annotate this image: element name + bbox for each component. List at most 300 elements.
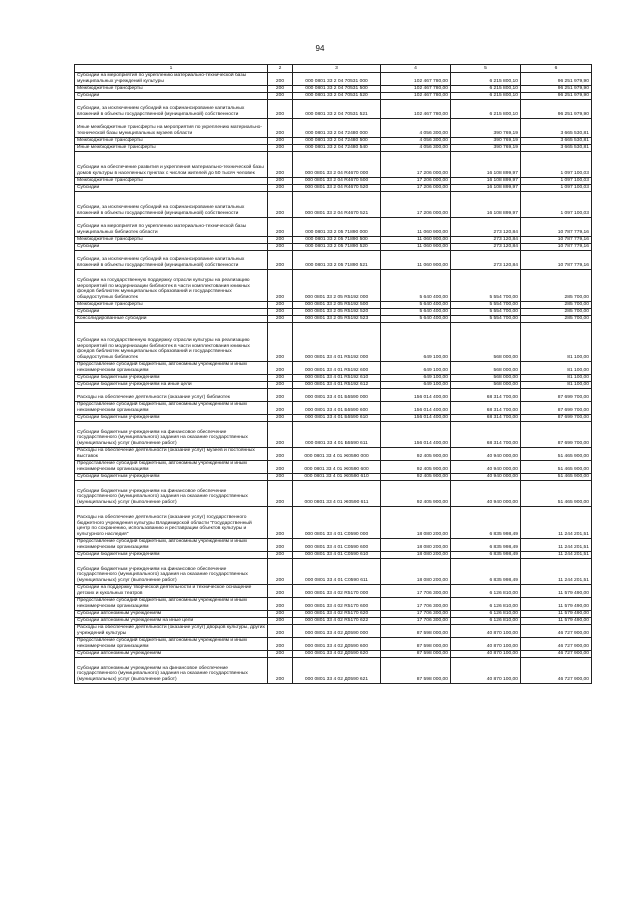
row-approved-cell: 92 405 900,00 (381, 461, 451, 474)
row-executed-cell: 568 000,00 (451, 323, 521, 362)
row-ved-cell: 200 (268, 145, 293, 152)
row-code-cell: 000 0801 33 4 02 R5170 622 (293, 618, 381, 625)
table-row (75, 100, 592, 119)
row-name-cell: Предоставление субсидий бюджетным, автономным учреждениям и иным некоммерческим организациям (75, 638, 268, 651)
row-approved-cell: 102 467 780,00 (381, 86, 451, 93)
table-row (75, 598, 592, 611)
row-executed-cell: 6 126 810,00 (451, 585, 521, 598)
row-ved-cell: 200 (268, 539, 293, 552)
table-row (75, 152, 592, 178)
row-approved-cell: 649 100,00 (381, 362, 451, 375)
row-ved-cell: 200 (268, 402, 293, 415)
table-row (75, 138, 592, 145)
row-ved-cell: 200 (268, 244, 293, 251)
row-code-cell: 000 0801 33 4 01 R5192 600 (293, 362, 381, 375)
row-code-cell: 000 0801 33 4 02 Д0590 600 (293, 638, 381, 651)
row-name-cell: Субсидии автономным учреждениям (75, 611, 268, 618)
row-executed-cell: 390 769,19 (451, 145, 521, 152)
row-remainder-cell: 285 700,00 (521, 316, 592, 323)
row-executed-cell: 273 120,84 (451, 244, 521, 251)
row-name-cell: Межбюджетные трансферты (75, 138, 268, 145)
row-name-cell: Расходы на обеспечение деятельности (оказание услуг) библиотек (75, 389, 268, 402)
row-executed-cell: 273 120,84 (451, 218, 521, 237)
row-ved-cell: 200 (268, 658, 293, 684)
row-name-cell: Субсидии (75, 185, 268, 192)
row-ved-cell: 200 (268, 375, 293, 382)
row-code-cell: 000 0801 33 4 01 Ж0590 000 (293, 448, 381, 461)
row-code-cell: 000 0801 33 2 04 72480 000 (293, 119, 381, 138)
row-name-cell: Субсидии на мероприятия по укреплению материально-технической базы муниципальных библиотек области (75, 218, 268, 237)
row-approved-cell: 649 100,00 (381, 323, 451, 362)
row-remainder-cell: 81 100,00 (521, 323, 592, 362)
row-remainder-cell: 285 700,00 (521, 302, 592, 309)
row-name-cell: Субсидии автономным учреждениям на иные цели (75, 618, 268, 625)
row-remainder-cell: 1 097 100,03 (521, 152, 592, 178)
table-row (75, 251, 592, 270)
row-executed-cell: 6 215 800,10 (451, 86, 521, 93)
table-row (75, 402, 592, 415)
row-remainder-cell: 1 097 100,03 (521, 178, 592, 185)
row-remainder-cell: 87 699 700,00 (521, 422, 592, 448)
row-ved-cell: 200 (268, 73, 293, 86)
row-approved-cell: 18 080 200,00 (381, 559, 451, 585)
row-ved-cell: 200 (268, 93, 293, 100)
table-row (75, 119, 592, 138)
table-row (75, 192, 592, 218)
row-approved-cell: 17 206 000,00 (381, 152, 451, 178)
row-ved-cell: 200 (268, 192, 293, 218)
row-remainder-cell: 46 727 900,00 (521, 638, 592, 651)
row-remainder-cell: 87 699 700,00 (521, 402, 592, 415)
row-name-cell: Расходы на обеспечение деятельности (оказание услуг) музеев и постоянных выставок (75, 448, 268, 461)
row-name-cell: Субсидии бюджетным учреждениям (75, 552, 268, 559)
row-remainder-cell: 46 727 900,00 (521, 651, 592, 658)
row-name-cell: Иные межбюджетные трансферты (75, 145, 268, 152)
row-name-cell: Субсидии на мероприятия по укреплению материально-технической базы муниципальных учреждений культуры (75, 73, 268, 86)
row-name-cell: Межбюджетные трансферты (75, 86, 268, 93)
row-approved-cell: 17 706 300,00 (381, 598, 451, 611)
table-row (75, 415, 592, 422)
row-approved-cell: 17 206 000,00 (381, 185, 451, 192)
row-remainder-cell: 3 665 530,81 (521, 145, 592, 152)
row-approved-cell: 4 056 300,00 (381, 145, 451, 152)
row-approved-cell: 156 014 400,00 (381, 402, 451, 415)
col-header-6: 6 (521, 65, 592, 73)
row-remainder-cell: 46 727 900,00 (521, 625, 592, 638)
page-number: 94 (315, 44, 325, 53)
row-approved-cell: 5 640 400,00 (381, 309, 451, 316)
row-name-cell: Межбюджетные трансферты (75, 237, 268, 244)
row-name-cell: Субсидии (75, 309, 268, 316)
row-executed-cell: 6 126 810,00 (451, 598, 521, 611)
row-ved-cell: 200 (268, 309, 293, 316)
row-code-cell: 000 0801 33 4 01 Б5590 000 (293, 389, 381, 402)
row-remainder-cell: 96 251 979,90 (521, 93, 592, 100)
row-name-cell: Консолидированные субсидии (75, 316, 268, 323)
row-executed-cell: 273 120,84 (451, 237, 521, 244)
row-executed-cell: 16 108 899,97 (451, 185, 521, 192)
row-name-cell: Иные межбюджетные трансферты на мероприятия по укреплению материально-технической базы муниципальных музеев области (75, 119, 268, 138)
row-approved-cell: 102 467 780,00 (381, 100, 451, 119)
table-row (75, 178, 592, 185)
row-code-cell: 000 0801 33 2 05 71890 500 (293, 237, 381, 244)
row-code-cell: 000 0801 33 2 05 R5192 500 (293, 302, 381, 309)
row-code-cell: 000 0801 33 2 05 71890 521 (293, 251, 381, 270)
row-executed-cell: 16 108 899,97 (451, 152, 521, 178)
row-executed-cell: 40 870 100,00 (451, 638, 521, 651)
row-ved-cell: 200 (268, 218, 293, 237)
row-name-cell: Субсидии на обеспечение развития и укрепления материально-технической базы домов культуры в населенных пунктах с числом жителей до 50 тысяч человек (75, 152, 268, 178)
row-ved-cell: 200 (268, 474, 293, 481)
row-remainder-cell: 46 727 900,00 (521, 658, 592, 684)
row-code-cell: 000 0801 33 4 02 R5170 000 (293, 585, 381, 598)
row-executed-cell: 6 835 998,49 (451, 507, 521, 539)
row-name-cell: Субсидии бюджетным учреждениям на финансовое обеспечение государственного (муниципального) задания на оказание государственных (муниципальных) услуг (выполнение работ) (75, 422, 268, 448)
table-row (75, 461, 592, 474)
row-code-cell: 000 0801 33 2 05 R5192 520 (293, 309, 381, 316)
row-code-cell: 000 0801 33 4 01 С0590 611 (293, 559, 381, 585)
row-approved-cell: 17 706 300,00 (381, 611, 451, 618)
table-row (75, 302, 592, 309)
row-code-cell: 000 0801 33 2 04 70531 500 (293, 86, 381, 93)
row-remainder-cell: 1 097 100,03 (521, 192, 592, 218)
table-row (75, 244, 592, 251)
col-header-4: 4 (381, 65, 451, 73)
row-remainder-cell: 3 665 530,81 (521, 119, 592, 138)
row-ved-cell: 200 (268, 422, 293, 448)
table-row (75, 309, 592, 316)
table-row (75, 316, 592, 323)
row-executed-cell: 40 940 000,00 (451, 474, 521, 481)
table-row (75, 585, 592, 598)
row-executed-cell: 6 126 810,00 (451, 611, 521, 618)
row-code-cell: 000 0801 33 4 01 С0590 600 (293, 539, 381, 552)
table-row (75, 86, 592, 93)
table-row (75, 218, 592, 237)
table-row (75, 389, 592, 402)
row-ved-cell: 200 (268, 611, 293, 618)
row-approved-cell: 18 080 200,00 (381, 539, 451, 552)
row-executed-cell: 273 120,84 (451, 251, 521, 270)
table-row (75, 658, 592, 684)
table-row (75, 237, 592, 244)
row-remainder-cell: 51 465 900,00 (521, 461, 592, 474)
row-code-cell: 000 0801 33 4 01 R5192 610 (293, 375, 381, 382)
row-executed-cell: 5 554 700,00 (451, 309, 521, 316)
row-name-cell: Субсидии бюджетным учреждениям на финансовое обеспечение государственного (муниципального) задания на оказание государственных (муниципальных) услуг (выполнение работ) (75, 559, 268, 585)
row-ved-cell: 200 (268, 251, 293, 270)
row-executed-cell: 568 000,00 (451, 362, 521, 375)
row-executed-cell: 40 870 100,00 (451, 658, 521, 684)
row-executed-cell: 40 870 100,00 (451, 651, 521, 658)
row-code-cell: 000 0801 33 2 04 70531 000 (293, 73, 381, 86)
row-name-cell: Субсидии на государственную поддержку отрасли культуры на реализацию мероприятий по модернизации библиотек в части комплектования книжных фондов библиотек муниципальных образований и государственных общедоступных библиотек (75, 323, 268, 362)
row-approved-cell: 11 060 900,00 (381, 218, 451, 237)
row-ved-cell: 200 (268, 178, 293, 185)
row-approved-cell: 156 014 400,00 (381, 415, 451, 422)
row-name-cell: Расходы на обеспечение деятельности (оказание услуг) дворцов культуры, других учреждений культуры (75, 625, 268, 638)
row-executed-cell: 40 940 000,00 (451, 448, 521, 461)
row-executed-cell: 6 215 800,10 (451, 93, 521, 100)
row-remainder-cell: 10 787 779,16 (521, 237, 592, 244)
row-code-cell: 000 0801 33 2 04 R4670 500 (293, 178, 381, 185)
row-approved-cell: 11 060 900,00 (381, 244, 451, 251)
row-executed-cell: 68 314 700,00 (451, 415, 521, 422)
row-name-cell: Субсидии бюджетным учреждениям на иные цели (75, 382, 268, 389)
row-approved-cell: 5 640 400,00 (381, 270, 451, 302)
row-remainder-cell: 285 700,00 (521, 270, 592, 302)
row-remainder-cell: 51 465 900,00 (521, 474, 592, 481)
row-name-cell: Расходы на обеспечение деятельности (оказание услуг) государственного бюджетного учреждения культуры Владимирской области "Государственный центр по сохранению, использованию и реставрации объектов культуры и культурного наследия" (75, 507, 268, 539)
row-executed-cell: 390 769,19 (451, 119, 521, 138)
col-header-1: 1 (75, 65, 268, 73)
row-ved-cell: 200 (268, 552, 293, 559)
row-executed-cell: 6 215 800,10 (451, 73, 521, 86)
row-remainder-cell: 11 244 201,51 (521, 507, 592, 539)
row-approved-cell: 87 598 000,00 (381, 625, 451, 638)
row-executed-cell: 40 870 100,00 (451, 625, 521, 638)
row-code-cell: 000 0801 33 4 01 R5192 000 (293, 323, 381, 362)
row-executed-cell: 16 108 899,97 (451, 192, 521, 218)
row-approved-cell: 4 056 300,00 (381, 138, 451, 145)
row-ved-cell: 200 (268, 461, 293, 474)
row-approved-cell: 17 206 000,00 (381, 178, 451, 185)
row-remainder-cell: 51 465 900,00 (521, 448, 592, 461)
row-ved-cell: 200 (268, 185, 293, 192)
row-ved-cell: 200 (268, 585, 293, 598)
table-row (75, 270, 592, 302)
row-code-cell: 000 0801 33 4 01 Ж0590 600 (293, 461, 381, 474)
col-header-2: 2 (268, 65, 293, 73)
row-remainder-cell: 96 251 979,90 (521, 86, 592, 93)
row-remainder-cell: 87 699 700,00 (521, 415, 592, 422)
row-code-cell: 000 0801 33 4 02 Д0590 000 (293, 625, 381, 638)
row-executed-cell: 68 314 700,00 (451, 389, 521, 402)
row-executed-cell: 16 108 899,97 (451, 178, 521, 185)
row-code-cell: 000 0801 33 4 02 R5170 600 (293, 598, 381, 611)
row-approved-cell: 156 014 400,00 (381, 422, 451, 448)
row-ved-cell: 200 (268, 119, 293, 138)
row-executed-cell: 390 769,19 (451, 138, 521, 145)
row-code-cell: 000 0801 33 4 01 Б5590 610 (293, 415, 381, 422)
row-approved-cell: 5 640 400,00 (381, 316, 451, 323)
row-name-cell: Субсидии на поддержку творческой деятельности и техническое оснащение детских и кукольных театров (75, 585, 268, 598)
row-name-cell: Предоставление субсидий бюджетным, автономным учреждениям и иным некоммерческим организациям (75, 461, 268, 474)
row-remainder-cell: 81 100,00 (521, 382, 592, 389)
row-ved-cell: 200 (268, 618, 293, 625)
row-remainder-cell: 285 700,00 (521, 309, 592, 316)
row-remainder-cell: 11 579 490,00 (521, 618, 592, 625)
row-name-cell: Субсидии на государственную поддержку отрасли культуры на реализацию мероприятий по модернизации библиотек в части комплектования книжных фондов библиотек муниципальных образований и государственных общедоступных библиотек (75, 270, 268, 302)
table-row (75, 362, 592, 375)
table-row (75, 618, 592, 625)
row-remainder-cell: 10 787 779,16 (521, 244, 592, 251)
row-code-cell: 000 0801 33 4 01 С0590 000 (293, 507, 381, 539)
row-approved-cell: 87 598 000,00 (381, 651, 451, 658)
table-row (75, 73, 592, 86)
col-header-3: 3 (293, 65, 381, 73)
row-name-cell: Субсидии бюджетным учреждениям (75, 415, 268, 422)
row-approved-cell: 92 405 900,00 (381, 481, 451, 507)
budget-table (74, 64, 592, 684)
row-ved-cell: 200 (268, 237, 293, 244)
row-remainder-cell: 87 699 700,00 (521, 389, 592, 402)
row-ved-cell: 200 (268, 507, 293, 539)
row-remainder-cell: 96 251 979,90 (521, 100, 592, 119)
row-code-cell: 000 0801 33 4 02 Д0590 621 (293, 658, 381, 684)
table-row (75, 625, 592, 638)
row-ved-cell: 200 (268, 86, 293, 93)
row-code-cell: 000 0801 33 4 01 Б5590 600 (293, 402, 381, 415)
table-row (75, 382, 592, 389)
row-approved-cell: 102 467 780,00 (381, 93, 451, 100)
row-name-cell: Субсидии бюджетным учреждениям (75, 375, 268, 382)
table-row (75, 323, 592, 362)
row-name-cell: Субсидии (75, 93, 268, 100)
row-remainder-cell: 11 244 201,51 (521, 552, 592, 559)
table-row (75, 638, 592, 651)
row-remainder-cell: 96 251 979,90 (521, 73, 592, 86)
table-row (75, 481, 592, 507)
row-remainder-cell: 11 244 201,51 (521, 539, 592, 552)
row-ved-cell: 200 (268, 323, 293, 362)
row-code-cell: 000 0801 33 2 05 R5192 000 (293, 270, 381, 302)
row-ved-cell: 200 (268, 362, 293, 375)
row-remainder-cell: 51 465 900,00 (521, 481, 592, 507)
row-executed-cell: 40 940 000,00 (451, 481, 521, 507)
row-executed-cell: 6 835 998,49 (451, 559, 521, 585)
row-approved-cell: 102 467 780,00 (381, 73, 451, 86)
row-remainder-cell: 81 100,00 (521, 375, 592, 382)
row-ved-cell: 200 (268, 302, 293, 309)
table-row (75, 375, 592, 382)
row-name-cell: Предоставление субсидий бюджетным, автономным учреждениям и иным некоммерческим организациям (75, 402, 268, 415)
row-name-cell: Субсидии, за исключением субсидий на софинансирование капитальных вложений в объекты государственной (муниципальной) собственности (75, 100, 268, 119)
table-row (75, 474, 592, 481)
row-approved-cell: 17 206 000,00 (381, 192, 451, 218)
row-executed-cell: 6 126 810,00 (451, 618, 521, 625)
row-executed-cell: 68 314 700,00 (451, 422, 521, 448)
row-approved-cell: 17 706 300,00 (381, 618, 451, 625)
row-remainder-cell: 10 787 779,16 (521, 218, 592, 237)
row-code-cell: 000 0801 33 4 01 Ж0590 611 (293, 481, 381, 507)
row-name-cell: Субсидии автономным учреждениям (75, 651, 268, 658)
row-executed-cell: 568 000,00 (451, 382, 521, 389)
row-code-cell: 000 0801 33 2 05 R5192 523 (293, 316, 381, 323)
row-executed-cell: 5 554 700,00 (451, 302, 521, 309)
row-approved-cell: 92 405 900,00 (381, 448, 451, 461)
row-executed-cell: 6 215 800,10 (451, 100, 521, 119)
row-approved-cell: 5 640 400,00 (381, 302, 451, 309)
row-code-cell: 000 0801 33 4 01 С0590 610 (293, 552, 381, 559)
row-name-cell: Субсидии (75, 244, 268, 251)
row-code-cell: 000 0801 33 2 04 70531 521 (293, 100, 381, 119)
row-remainder-cell: 11 244 201,51 (521, 559, 592, 585)
row-approved-cell: 649 100,00 (381, 382, 451, 389)
row-code-cell: 000 0801 33 2 04 70531 520 (293, 93, 381, 100)
row-remainder-cell: 10 787 779,16 (521, 251, 592, 270)
row-ved-cell: 200 (268, 638, 293, 651)
row-code-cell: 000 0801 33 4 02 R5170 620 (293, 611, 381, 618)
header-row (75, 65, 592, 73)
row-name-cell: Субсидии бюджетным учреждениям на финансовое обеспечение государственного (муниципального) задания на оказание государственных (муниципальных) услуг (выполнение работ) (75, 481, 268, 507)
row-code-cell: 000 0801 33 2 04 R4670 520 (293, 185, 381, 192)
row-remainder-cell: 3 665 530,81 (521, 138, 592, 145)
row-executed-cell: 68 314 700,00 (451, 402, 521, 415)
row-ved-cell: 200 (268, 316, 293, 323)
row-executed-cell: 568 000,00 (451, 375, 521, 382)
table-row (75, 611, 592, 618)
row-ved-cell: 200 (268, 559, 293, 585)
row-code-cell: 000 0801 33 4 01 Ж0590 610 (293, 474, 381, 481)
row-approved-cell: 87 598 000,00 (381, 638, 451, 651)
row-approved-cell: 87 598 000,00 (381, 658, 451, 684)
row-code-cell: 000 0801 33 2 05 71890 000 (293, 218, 381, 237)
row-ved-cell: 200 (268, 448, 293, 461)
row-approved-cell: 156 014 400,00 (381, 389, 451, 402)
row-approved-cell: 649 100,00 (381, 375, 451, 382)
row-ved-cell: 200 (268, 389, 293, 402)
row-remainder-cell: 11 579 490,00 (521, 585, 592, 598)
col-header-5: 5 (451, 65, 521, 73)
row-code-cell: 000 0801 33 2 04 72480 540 (293, 145, 381, 152)
table-row (75, 651, 592, 658)
row-executed-cell: 6 835 998,49 (451, 552, 521, 559)
row-name-cell: Субсидии автономным учреждениям на финансовое обеспечение государственного (муниципального) задания на оказание государственных (муниципальных) услуг (выполнение работ) (75, 658, 268, 684)
row-name-cell: Субсидии бюджетным учреждениям (75, 474, 268, 481)
row-name-cell: Межбюджетные трансферты (75, 302, 268, 309)
row-executed-cell: 40 940 000,00 (451, 461, 521, 474)
table-row (75, 422, 592, 448)
row-remainder-cell: 81 100,00 (521, 362, 592, 375)
row-approved-cell: 11 060 900,00 (381, 237, 451, 244)
row-executed-cell: 5 554 700,00 (451, 316, 521, 323)
row-code-cell: 000 0801 33 4 01 Б5590 611 (293, 422, 381, 448)
row-executed-cell: 5 554 700,00 (451, 270, 521, 302)
row-ved-cell: 200 (268, 625, 293, 638)
row-name-cell: Межбюджетные трансферты (75, 178, 268, 185)
row-ved-cell: 200 (268, 100, 293, 119)
row-code-cell: 000 0801 33 2 05 71890 520 (293, 244, 381, 251)
row-ved-cell: 200 (268, 138, 293, 145)
row-name-cell: Предоставление субсидий бюджетным, автономным учреждениям и иным некоммерческим организациям (75, 362, 268, 375)
table-row (75, 145, 592, 152)
row-name-cell: Предоставление субсидий бюджетным, автономным учреждениям и иным некоммерческим организациям (75, 598, 268, 611)
row-ved-cell: 200 (268, 481, 293, 507)
row-approved-cell: 11 060 900,00 (381, 251, 451, 270)
row-executed-cell: 6 835 998,49 (451, 539, 521, 552)
row-ved-cell: 200 (268, 382, 293, 389)
table-row (75, 448, 592, 461)
row-remainder-cell: 11 579 490,00 (521, 598, 592, 611)
row-code-cell: 000 0801 33 2 04 R4670 521 (293, 192, 381, 218)
row-ved-cell: 200 (268, 415, 293, 422)
row-approved-cell: 18 080 200,00 (381, 507, 451, 539)
table-row (75, 93, 592, 100)
table-row (75, 552, 592, 559)
table-row (75, 539, 592, 552)
row-approved-cell: 18 080 200,00 (381, 552, 451, 559)
row-approved-cell: 92 405 900,00 (381, 474, 451, 481)
row-remainder-cell: 1 097 100,03 (521, 185, 592, 192)
row-approved-cell: 4 056 300,00 (381, 119, 451, 138)
row-ved-cell: 200 (268, 270, 293, 302)
row-code-cell: 000 0801 33 2 04 R4670 000 (293, 152, 381, 178)
row-code-cell: 000 0801 33 4 02 Д0590 620 (293, 651, 381, 658)
row-ved-cell: 200 (268, 152, 293, 178)
row-code-cell: 000 0801 33 4 01 R5192 612 (293, 382, 381, 389)
row-ved-cell: 200 (268, 598, 293, 611)
